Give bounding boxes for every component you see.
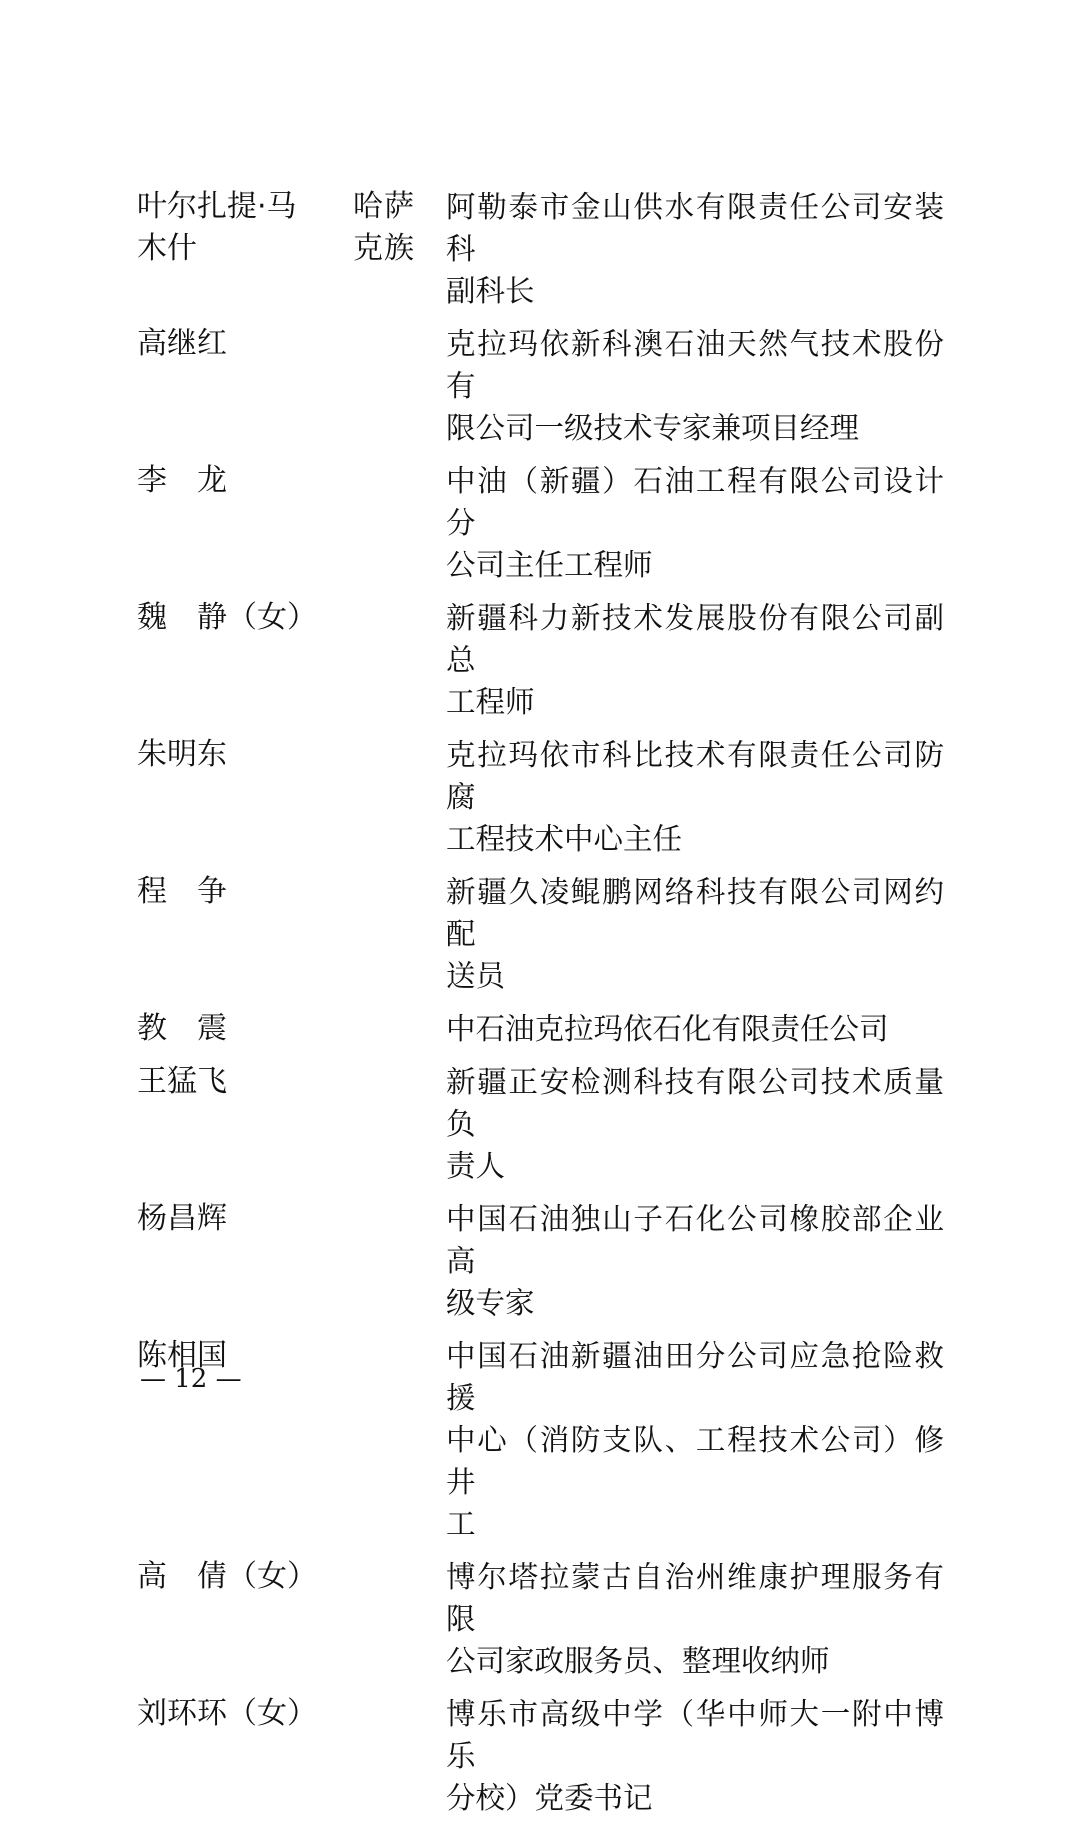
job-title-line: 博乐市高级中学（华中师大一附中博乐 xyxy=(446,1697,944,1773)
job-title-line: 限公司一级技术专家兼项目经理 xyxy=(446,411,860,445)
job-title xyxy=(446,871,944,997)
job-title xyxy=(446,597,944,723)
person-name: 李 龙 xyxy=(137,463,227,498)
job-title xyxy=(446,1061,944,1187)
person-name: 魏 静（女） xyxy=(137,600,317,635)
job-title-line: 工 xyxy=(446,1507,476,1541)
job-title-line: 克拉玛依市科比技术有限责任公司防腐 xyxy=(446,738,944,814)
job-title-line: 博尔塔拉蒙古自治州维康护理服务有限 xyxy=(446,1560,944,1636)
list-item xyxy=(0,1008,1080,1050)
job-title xyxy=(446,1198,944,1324)
person-name: 高 倩（女） xyxy=(137,1559,317,1594)
job-title-line: 新疆正安检测科技有限公司技术质量负 xyxy=(446,1065,944,1141)
list-item xyxy=(0,871,1080,997)
job-title-line: 送员 xyxy=(446,959,506,993)
person-name: 叶尔扎提·马 木什 xyxy=(137,189,297,266)
job-title xyxy=(446,1335,944,1545)
job-title-line: 中油（新疆）石油工程有限公司设计分 xyxy=(446,464,944,540)
job-title-line: 中国石油独山子石化公司橡胶部企业高 xyxy=(446,1202,944,1278)
person-name: 刘环环（女） xyxy=(137,1696,317,1731)
job-title-line: 中国石油新疆油田分公司应急抢险救援 xyxy=(446,1339,944,1415)
page-number: — 12 — xyxy=(140,1364,242,1394)
list-item xyxy=(0,460,1080,586)
person-name: 杨昌辉 xyxy=(137,1201,227,1236)
job-title xyxy=(446,1008,944,1050)
job-title xyxy=(446,1693,944,1819)
job-title-line: 分校）党委书记 xyxy=(446,1781,653,1815)
person-name: 王猛飞 xyxy=(137,1064,227,1099)
list-item xyxy=(0,1693,1080,1819)
ethnicity: 哈萨克族 xyxy=(353,189,415,266)
job-title-line: 中石油克拉玛依石化有限责任公司 xyxy=(446,1012,889,1046)
job-title-line: 中心（消防支队、工程技术公司）修井 xyxy=(446,1423,944,1499)
job-title-line: 公司主任工程师 xyxy=(446,548,653,582)
job-title xyxy=(446,323,944,449)
list-item xyxy=(0,1556,1080,1682)
job-title-line: 阿勒泰市金山供水有限责任公司安装科 xyxy=(446,190,944,266)
job-title-line: 新疆科力新技术发展股份有限公司副总 xyxy=(446,601,944,677)
job-title-line: 新疆久凌鲲鹏网络科技有限公司网约配 xyxy=(446,875,944,951)
list-item xyxy=(0,1061,1080,1187)
job-title-line: 工程技术中心主任 xyxy=(446,822,683,856)
person-name: 程 争 xyxy=(137,874,227,909)
job-title-line: 克拉玛依新科澳石油天然气技术股份有 xyxy=(446,327,944,403)
person-name: 高继红 xyxy=(137,326,227,361)
list-item xyxy=(0,734,1080,860)
job-title xyxy=(446,734,944,860)
person-name: 朱明东 xyxy=(137,737,227,772)
list-item xyxy=(0,186,1080,312)
person-name: 教 震 xyxy=(137,1011,227,1046)
list-item xyxy=(0,1198,1080,1324)
job-title-line: 副科长 xyxy=(446,274,535,308)
person-name: 陈相国 xyxy=(137,1338,227,1373)
job-title xyxy=(446,460,944,586)
list-item xyxy=(0,323,1080,449)
job-title-line: 公司家政服务员、整理收纳师 xyxy=(446,1644,830,1678)
job-title-line: 责人 xyxy=(446,1149,506,1183)
job-title xyxy=(446,186,944,312)
job-title xyxy=(446,1556,944,1682)
job-title-line: 工程师 xyxy=(446,685,535,719)
job-title-line: 级专家 xyxy=(446,1286,535,1320)
list-item xyxy=(0,597,1080,723)
honoree-list xyxy=(0,186,1080,1830)
